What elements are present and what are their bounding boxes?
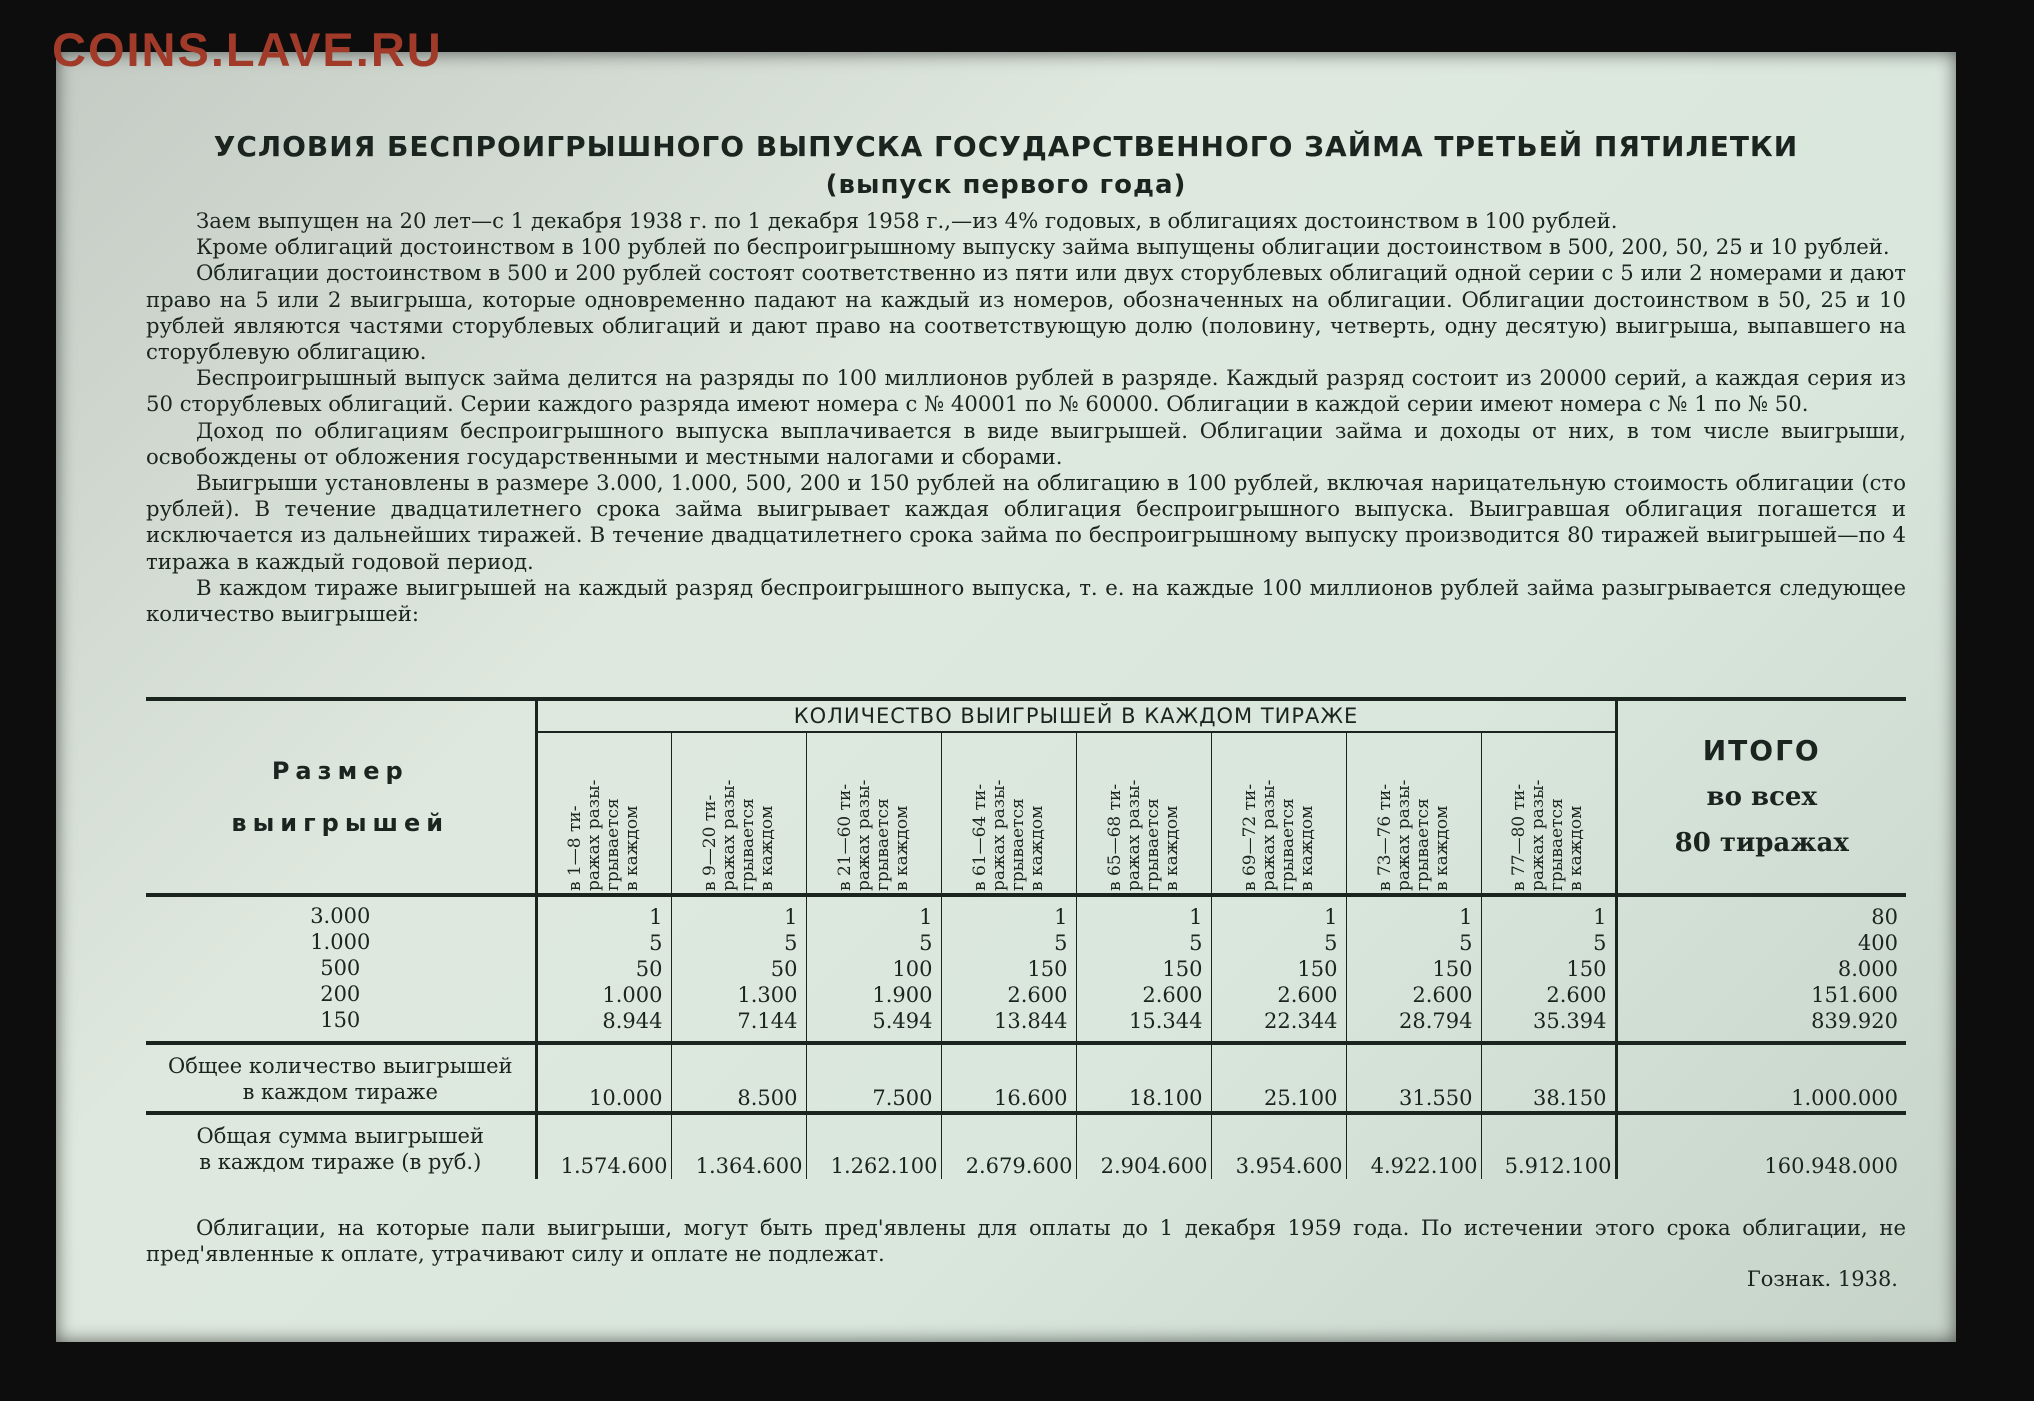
sum-cell: 1.364.600 — [671, 1113, 806, 1179]
prize-size: 500 — [320, 956, 361, 980]
sum-label: Общая сумма выигрышей в каждом тираже (в руб.) — [146, 1113, 536, 1179]
paragraph: Доход по облигациям беспроигрышного выпуска выплачивается в виде выигрышей. Облигации займа и доходы от них, в том числе выигрыши, освобождены от обложения государственными и местными налогами и сборами. — [146, 417, 1906, 469]
row-totals: 80 400 8.000 151.600 839.920 — [1811, 905, 1898, 1033]
draw-column-header: в 1—8 ти- ражах разы- грывается в каждом — [536, 732, 671, 895]
count-label: Общее количество выигрышей в каждом тираже — [146, 1043, 536, 1113]
paragraph: Заем выпущен на 20 лет—с 1 декабря 1938 г. по 1 декабря 1958 г.,—из 4% годовых, в облигациях достоинством в 100 рублей. — [196, 208, 1618, 233]
sum-cell: 1.262.100 — [806, 1113, 941, 1179]
draw-column-values: 1 5 150 2.600 28.794 — [1346, 897, 1481, 1043]
draw-column-header: в 9—20 ти- ражах разы- грывается в каждом — [671, 732, 806, 895]
draw-column-values: 1 5 150 2.600 22.344 — [1211, 897, 1346, 1043]
watermark: COINS.LAVE.RU — [52, 23, 443, 76]
count-cell: 31.550 — [1346, 1043, 1481, 1113]
total-header — [1616, 699, 1906, 895]
count-total: 1.000.000 — [1616, 1043, 1906, 1113]
sum-cell: 3.954.600 — [1211, 1113, 1346, 1179]
paragraph: В каждом тираже выигрышей на каждый разряд беспроигрышного выпуска, т. е. на каждые 100 миллионов рублей займа разыгрывается следующее количество выигрышей: — [146, 574, 1906, 627]
sum-cell: 1.574.600 — [536, 1113, 671, 1179]
prize-size: 150 — [320, 1008, 361, 1032]
draw-column-header: в 69—72 ти- ражах разы- грывается в каждом — [1211, 732, 1346, 895]
count-cell: 16.600 — [941, 1043, 1076, 1113]
draw-column-values: 1 5 150 2.600 13.844 — [941, 897, 1076, 1043]
count-row — [146, 1043, 1906, 1113]
conditions-text — [146, 208, 1906, 627]
paragraph: Облигации достоинством в 500 и 200 рублей состоят соответственно из пяти или двух сторублевых облигаций одной серии с 5 или 2 номерами и дают право на 5 или 2 выигрыша, которые одновременно падают на каждый из номеров, обозначенных на облигации. Облигации достоинством в 50, 25 и 10 рублей являются частями сторублевых облигаций и дают право на соответствующую долю (половину, четверть, одну десятую) выигрыша, выпавшего на сторублевую облигацию. — [146, 260, 1906, 365]
paragraph: Выигрыши установлены в размере 3.000, 1.000, 500, 200 и 150 рублей на облигацию в 100 рублей, включая нарицательную стоимость облигации (сто рублей). В течение двадцатилетнего срока займа выигрывает каждая облигация беспроигрышного выпуска. Выигравшая облигация погашется и исключается из дальнейших тиражей. В течение двадцатилетнего срока займа по беспроигрышному выпуску производится 80 тиражей выигрышей—по 4 тиража в каждый годовой период. — [146, 470, 1906, 574]
total-header-line2: во всех — [1706, 782, 1817, 812]
draw-column-header: в 21—60 ти- ражах разы- грывается в каждом — [806, 732, 941, 895]
printer-imprint: Гознак. 1938. — [1746, 1267, 1898, 1291]
sum-cell: 2.904.600 — [1076, 1113, 1211, 1179]
prize-size-header-line2: выигрышей — [231, 809, 450, 837]
count-cell: 38.150 — [1481, 1043, 1616, 1113]
paragraph: Беспроигрышный выпуск займа делится на разряды по 100 миллионов рублей в разряде. Каждый разряд состоит из 20000 серий, а каждая серия из 50 сторублевых облигаций. Серии каждого разряда имеют номера с № 40001 по № 60000. Облигации в каждой серии имеют номера с № 1 по № 50. — [146, 365, 1906, 417]
document-subtitle: (выпуск первого года) — [825, 170, 1187, 200]
footer-paragraph: Облигации, на которые пали выигрыши, могут быть пред'явлены для оплаты до 1 декабря 1959 года. По истечении этого срока облигации, не пред'явленные к оплате, утрачивают силу и оплате не подлежат. — [146, 1215, 1906, 1267]
draw-column-values: 1 5 100 1.900 5.494 — [806, 897, 941, 1043]
sum-row — [146, 1113, 1906, 1179]
paragraph: Кроме облигаций достоинством в 100 рублей по беспроигрышному выпуску займа выпущены облигации достоинством в 500, 200, 50, 25 и 10 рублей. — [196, 234, 1890, 260]
prize-rows — [146, 897, 1906, 1043]
count-cell: 7.500 — [806, 1043, 941, 1113]
prize-table — [146, 697, 1906, 1179]
draw-column-values: 1 5 150 2.600 15.344 — [1076, 897, 1211, 1043]
draw-column-header: в 61—64 ти- ражах разы- грывается в каждом — [941, 732, 1076, 895]
bond-back-sheet — [56, 52, 1956, 1342]
document-title: УСЛОВИЯ БЕСПРОИГРЫШНОГО ВЫПУСКА ГОСУДАРСТВЕННОГО ЗАЙМА ТРЕТЬЕЙ ПЯТИЛЕТКИ — [213, 130, 1799, 163]
prize-table-container — [146, 697, 1906, 1179]
table-header-row — [146, 699, 1906, 732]
count-cell: 18.100 — [1076, 1043, 1211, 1113]
draw-column-values: 1 5 150 2.600 35.394 — [1481, 897, 1616, 1043]
total-header-line3: 80 тиражах — [1674, 828, 1849, 858]
prize-size-column — [146, 897, 536, 1043]
prize-size-header-line1: Размер — [271, 757, 409, 785]
sum-cell: 4.922.100 — [1346, 1113, 1481, 1179]
draw-column-header: в 73—76 ти- ражах разы- грывается в каждом — [1346, 732, 1481, 895]
draw-column-values: 1 5 50 1.000 8.944 — [536, 897, 671, 1043]
sum-cell: 2.679.600 — [941, 1113, 1076, 1179]
prize-size: 200 — [320, 982, 361, 1006]
draw-column-header: в 65—68 ти- ражах разы- грывается в каждом — [1076, 732, 1211, 895]
draw-column-values: 1 5 50 1.300 7.144 — [671, 897, 806, 1043]
sum-cell: 5.912.100 — [1481, 1113, 1616, 1179]
total-header-line1: ИТОГО — [1702, 734, 1821, 767]
sum-total: 160.948.000 — [1616, 1113, 1906, 1179]
prize-size: 3.000 — [310, 904, 371, 928]
draw-group-header: КОЛИЧЕСТВО ВЫИГРЫШЕЙ В КАЖДОМ ТИРАЖЕ — [536, 699, 1616, 732]
draw-column-header: в 77—80 ти- ражах разы- грывается в каждом — [1481, 732, 1616, 895]
count-cell: 8.500 — [671, 1043, 806, 1113]
count-cell: 10.000 — [536, 1043, 671, 1113]
footer-text — [146, 1215, 1906, 1267]
prize-size: 1.000 — [310, 930, 371, 954]
prize-size-header — [146, 699, 536, 895]
count-cell: 25.100 — [1211, 1043, 1346, 1113]
